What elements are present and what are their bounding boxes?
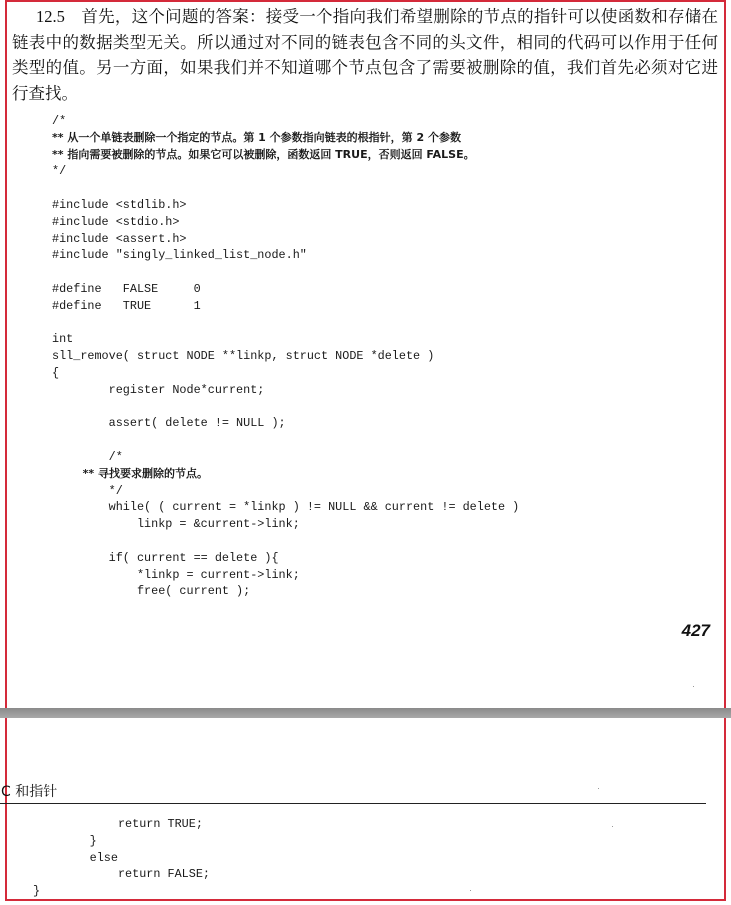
- code-line: [52, 264, 519, 281]
- code-line: ** 从一个单链表删除一个指定的节点。第 1 个参数指向链表的根指针，第 2 个参数: [52, 130, 461, 144]
- code-line: assert( delete != NULL );: [52, 416, 286, 431]
- code-line: free( current );: [52, 584, 251, 599]
- code-line: [52, 315, 519, 332]
- code-line: return TRUE;: [33, 817, 203, 831]
- scan-speck: [693, 686, 694, 687]
- code-line: }: [33, 833, 97, 848]
- code-line: [52, 399, 519, 416]
- code-line: [52, 533, 519, 550]
- code-line: #include <stdlib.h>: [52, 197, 187, 212]
- scan-speck: [612, 826, 613, 827]
- code-line: /*: [52, 449, 123, 464]
- section-number: 12.5: [36, 7, 65, 26]
- code-listing-continued: [33, 816, 210, 900]
- code-line: sll_remove( struct NODE **linkp, struct NODE *delete ): [52, 349, 435, 364]
- code-line: [52, 432, 519, 449]
- code-line: /*: [52, 114, 67, 128]
- code-listing: [52, 113, 519, 600]
- scan-speck: [598, 788, 599, 789]
- code-line: return FALSE;: [33, 867, 210, 882]
- code-line: [52, 180, 519, 197]
- running-head: C 和指针: [1, 784, 58, 800]
- code-line: while( ( current = *linkp ) != NULL && current != delete ): [52, 500, 520, 515]
- code-line: #define FALSE 0: [52, 281, 201, 296]
- scan-speck: [470, 890, 471, 891]
- answer-paragraph: [12, 4, 718, 106]
- code-line: ** 指向需要被删除的节点。如果它可以被删除，函数返回 TRUE，否则返回 FALSE。: [52, 147, 475, 161]
- code-line: */: [52, 483, 123, 498]
- code-line: */: [52, 164, 67, 179]
- header-rule: [0, 803, 706, 804]
- code-line: ** 寻找要求删除的节点。: [52, 466, 208, 480]
- code-line: {: [52, 365, 60, 380]
- page-separator: [0, 708, 731, 718]
- code-line: #include "singly_linked_list_node.h": [52, 248, 307, 263]
- code-line: }: [33, 884, 41, 899]
- code-line: if( current == delete ){: [52, 550, 279, 565]
- code-line: #define TRUE 1: [52, 298, 201, 313]
- code-line: linkp = &current->link;: [52, 517, 300, 532]
- page-number: 427: [681, 621, 710, 640]
- code-line: #include <assert.h>: [52, 231, 187, 246]
- code-line: *linkp = current->link;: [52, 567, 300, 582]
- code-line: else: [33, 850, 118, 865]
- code-line: #include <stdio.h>: [52, 214, 180, 229]
- code-line: int: [52, 332, 74, 347]
- code-line: register Node*current;: [52, 382, 265, 397]
- paragraph-text: 首先，这个问题的答案：接受一个指向我们希望删除的节点的指针可以使函数和存储在链表中的数据类型无关。所以通过对不同的链表包含不同的头文件，相同的代码可以作用于任何类型的值。另一方面，如果我们并不知道哪个节点包含了需要被删除的值，我们首先必须对它进行查找。: [12, 7, 718, 103]
